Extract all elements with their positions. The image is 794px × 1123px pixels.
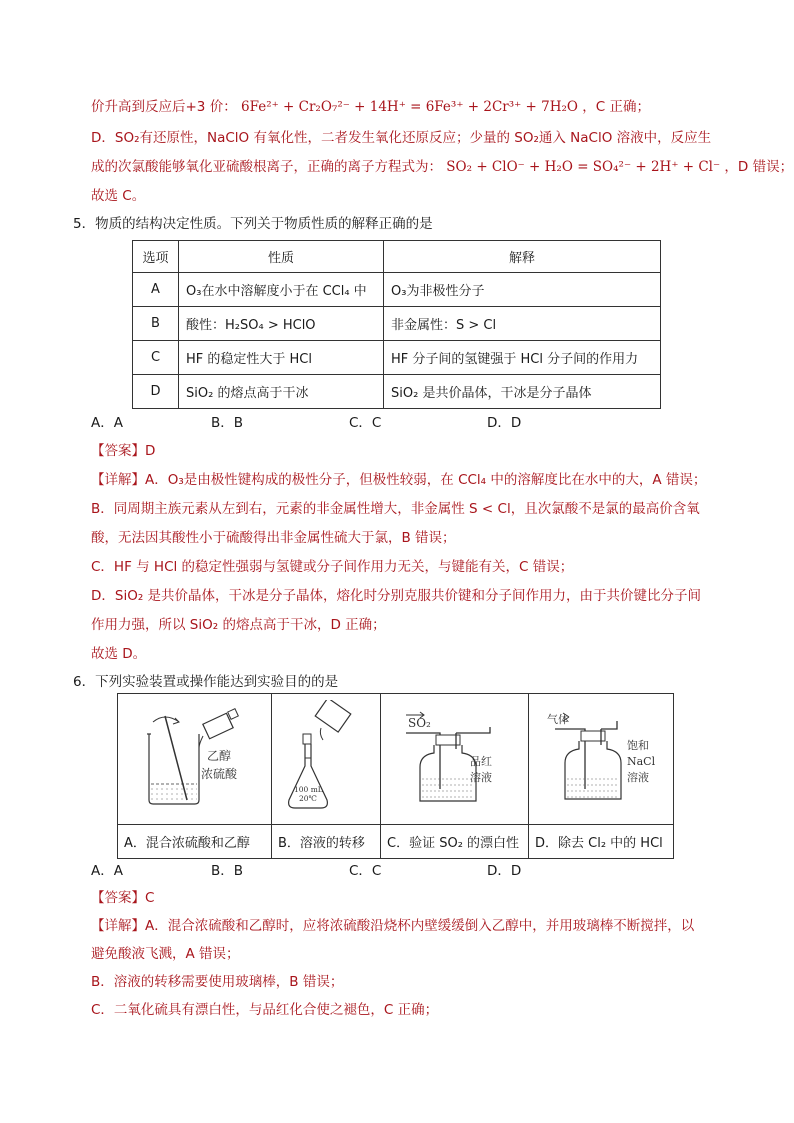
q6-detail-line: C．二氧化硫具有漂白性，与品红化合使之褪色，C 正确； xyxy=(91,1002,439,1018)
table-cell: SiO₂ 是共价晶体，干冰是分子晶体 xyxy=(384,375,661,409)
table-cell: O₃为非极性分子 xyxy=(384,273,661,307)
table-cell: O₃在水中溶解度小于在 CCl₄ 中 xyxy=(179,273,384,307)
table-cell: SiO₂ 的熔点高于干冰 xyxy=(179,375,384,409)
label-nacl: NaCl xyxy=(627,755,656,768)
question-5-stem: 5．物质的结构决定性质。下列关于物质性质的解释正确的是 xyxy=(73,216,433,232)
table-cell: 酸性：H₂SO₄ > HClO xyxy=(179,307,384,341)
option-b[interactable]: B．B xyxy=(211,415,244,431)
q6-answer xyxy=(91,888,154,908)
label-20c: 20℃ xyxy=(299,794,317,803)
label-saturated: 饱和 xyxy=(627,739,649,752)
option-d[interactable]: D．D xyxy=(487,415,522,431)
text-span: ，C 正确； xyxy=(582,99,651,115)
label-gas: 气体 xyxy=(547,713,569,726)
apparatus-c xyxy=(381,694,529,825)
option-c[interactable]: C．C xyxy=(349,415,382,431)
answer-label: 【答案】 xyxy=(91,443,145,459)
label-so2: SO₂ xyxy=(407,716,431,730)
q5-detail-line: B．同周期主族元素从左到右，元素的非金属性增大，非金属性 S < Cl，且次氯酸不是氯的最高价含氧 xyxy=(91,501,700,517)
volumetric-flask-figure xyxy=(281,700,371,818)
gas-washing-bottle-nacl xyxy=(541,709,661,809)
option-a[interactable]: A．A xyxy=(91,863,123,879)
table-header-cell: 解释 xyxy=(384,241,661,273)
apparatus-d xyxy=(529,694,674,825)
caption-a: A．混合浓硫酸和乙醇 xyxy=(118,825,272,859)
q5-answer xyxy=(91,441,155,461)
q6-detail-line: B．溶液的转移需要使用玻璃棒，B 错误； xyxy=(91,974,344,990)
gas-washing-bottle-so2 xyxy=(400,709,510,809)
caption-row xyxy=(118,825,674,859)
table-cell: D xyxy=(133,375,179,409)
text-line xyxy=(91,97,650,117)
option-a[interactable]: A．A xyxy=(91,415,123,431)
table-header-cell: 选项 xyxy=(133,241,179,273)
q5-detail-line: D．SiO₂ 是共价晶体，干冰是分子晶体，熔化时分别克服共价键和分子间作用力，由于共价键比分子间 xyxy=(91,588,702,604)
detail-text: A．O₃是由极性键构成的极性分子，但极性较弱，在 CCl₄ 中的溶解度比在水中的大，A 错误； xyxy=(145,472,707,488)
q6-apparatus-table xyxy=(117,693,674,859)
caption-b: B．溶液的转移 xyxy=(272,825,381,859)
detail-label: 【详解】 xyxy=(91,472,145,488)
option-b[interactable]: B．B xyxy=(211,863,244,879)
text-line: 故选 C。 xyxy=(91,188,146,204)
equation: 6Fe²⁺ + Cr₂O₇²⁻ + 14H⁺ = 6Fe³⁺ + 2Cr³⁺ + 7H₂O xyxy=(241,99,578,115)
table-row xyxy=(133,375,661,409)
label-pinhong: 品红 xyxy=(469,755,492,768)
answer-label: 【答案】 xyxy=(91,890,145,906)
q5-detail-line: 作用力强，所以 SiO₂ 的熔点高于干冰，D 正确； xyxy=(91,617,386,633)
q5-detail-line: 故选 D。 xyxy=(91,646,147,662)
caption-c: C．验证 SO₂ 的漂白性 xyxy=(381,825,529,859)
table-cell: C xyxy=(133,341,179,375)
q6-detail-line: 避免酸液飞溅，A 错误； xyxy=(91,946,240,962)
table-cell: HF 分子间的氢键强于 HCl 分子间的作用力 xyxy=(384,341,661,375)
answer-value: D xyxy=(145,443,156,459)
text-span: 价升高到反应后+3 价： xyxy=(91,99,237,115)
table-header-row xyxy=(133,241,661,273)
q5-detail-line xyxy=(91,470,706,490)
option-c[interactable]: C．C xyxy=(349,863,382,879)
apparatus-row xyxy=(118,694,674,825)
table-cell: 非金属性：S > Cl xyxy=(384,307,661,341)
label-solution: 溶液 xyxy=(469,771,492,784)
label-solution: 溶液 xyxy=(627,771,649,784)
option-d[interactable]: D．D xyxy=(487,863,522,879)
text-span: 成的次氯酸能够氧化亚硫酸根离子，正确的离子方程式为： xyxy=(91,159,442,175)
q5-detail-line: 酸，无法因其酸性小于硫酸得出非金属性硫大于氯，B 错误； xyxy=(91,530,456,546)
apparatus-a xyxy=(118,694,272,825)
question-6-stem: 6．下列实验装置或操作能达到实验目的的是 xyxy=(73,674,339,690)
detail-text: A．混合浓硫酸和乙醇时，应将浓硫酸沿烧杯内壁缓缓倒入乙醇中，并用玻璃棒不断搅拌，以 xyxy=(145,918,695,934)
q5-detail-line: C．HF 与 HCl 的稳定性强弱与氢键或分子间作用力无关，与键能有关，C 错误； xyxy=(91,559,574,575)
table-row xyxy=(133,273,661,307)
beaker-mixing-figure xyxy=(135,704,255,814)
table-row xyxy=(133,307,661,341)
table-cell: A xyxy=(133,273,179,307)
equation: SO₂ + ClO⁻ + H₂O = SO₄²⁻ + 2H⁺ + Cl⁻ xyxy=(446,159,721,175)
detail-label: 【详解】 xyxy=(91,918,145,934)
table-row xyxy=(133,341,661,375)
q6-detail-line xyxy=(91,916,694,936)
answer-value: C xyxy=(145,890,155,906)
caption-d: D．除去 Cl₂ 中的 HCl xyxy=(529,825,674,859)
q5-table xyxy=(132,240,661,409)
text-line: D．SO₂有还原性，NaClO 有氧化性，二者发生氧化还原反应；少量的 SO₂通入 NaClO 溶液中，反应生 xyxy=(91,130,712,146)
label-conc-sulfuric: 浓硫酸 xyxy=(200,767,237,781)
label-ethanol: 乙醇 xyxy=(206,749,231,763)
table-header-cell: 性质 xyxy=(179,241,384,273)
label-100ml: 100 mL xyxy=(294,785,323,794)
table-cell: HF 的稳定性大于 HCl xyxy=(179,341,384,375)
text-line xyxy=(91,157,793,177)
text-span: ，D 错误； xyxy=(724,159,794,175)
apparatus-b xyxy=(272,694,381,825)
table-cell: B xyxy=(133,307,179,341)
